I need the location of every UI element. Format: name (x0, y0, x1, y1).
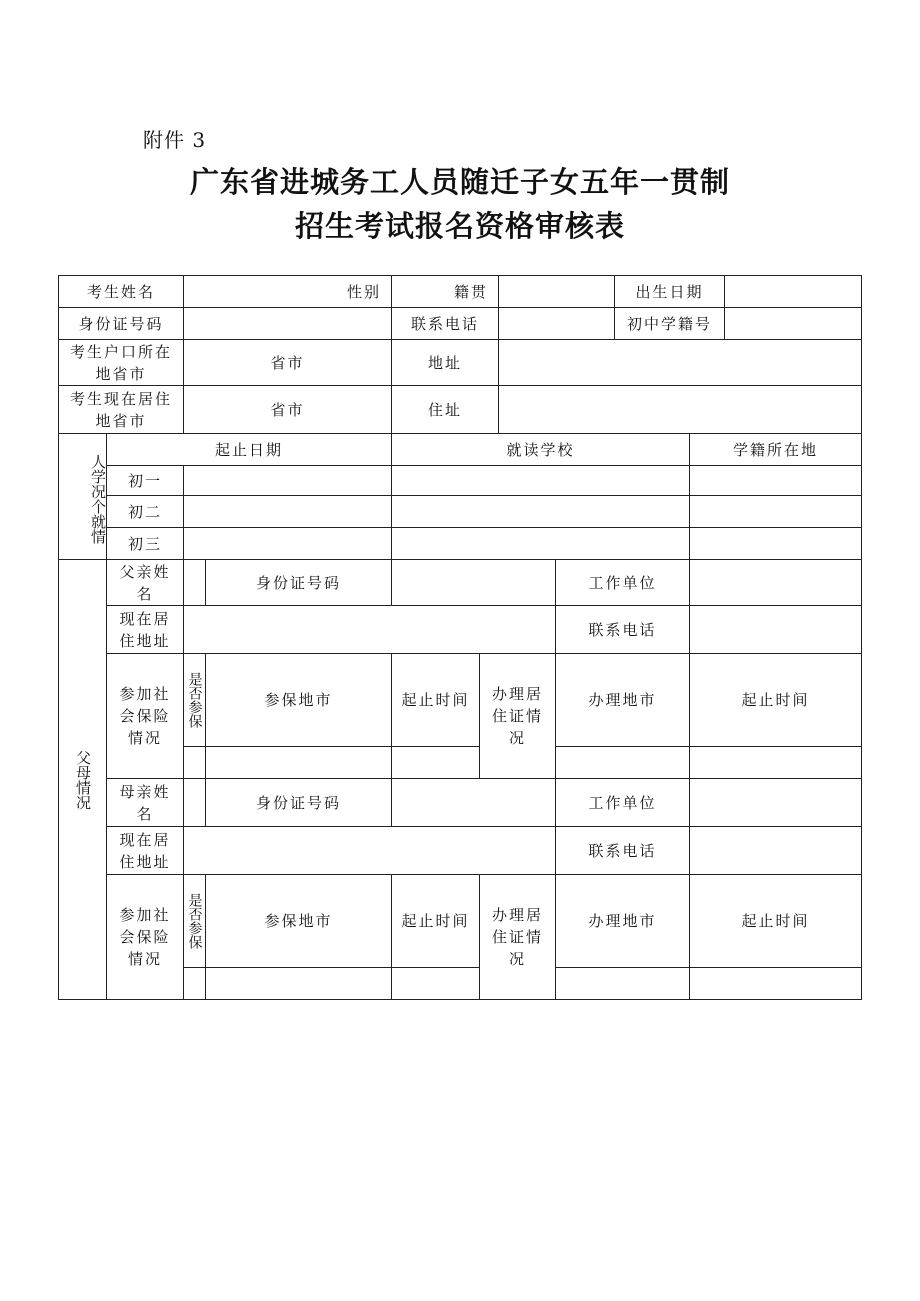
father-id-number-label: 身份证号码 (205, 559, 392, 606)
mother-insured-time-field[interactable] (391, 967, 480, 1000)
residence-label: 住址 (391, 385, 499, 434)
hukou-province-city-field[interactable]: 省市 (183, 339, 392, 386)
attachment-label: 附件 3 (143, 128, 207, 152)
mother-permit-time-field[interactable] (689, 967, 862, 1000)
father-contact-phone-field[interactable] (689, 605, 862, 654)
mother-insured-time-label: 起止时间 (391, 874, 480, 968)
grade1-date-field[interactable] (183, 465, 392, 496)
mother-id-number-field[interactable] (391, 778, 556, 827)
father-insured-field[interactable] (183, 746, 206, 779)
form-title-line-2: 招生考试报名资格审核表 (294, 209, 625, 243)
mother-insured-city-label: 参保地市 (205, 874, 392, 968)
father-insured-city-field[interactable] (205, 746, 392, 779)
grade3-school-field[interactable] (391, 527, 690, 560)
mother-current-address-label: 现在居住地址 (106, 826, 184, 875)
mother-social-insurance-label: 参加社会保险情况 (106, 874, 184, 1000)
address-label: 地址 (391, 339, 499, 386)
father-name-field[interactable] (183, 559, 206, 606)
native-place-label: 籍贯 (391, 275, 499, 308)
phone-label: 联系电话 (391, 307, 499, 340)
mother-processing-city-field[interactable] (555, 967, 690, 1000)
father-processing-city-label: 办理地市 (555, 653, 690, 747)
residence-province-city-field[interactable]: 省市 (183, 385, 392, 434)
grade1-location-field[interactable] (689, 465, 862, 496)
id-number-label: 身份证号码 (58, 307, 184, 340)
native-place-field[interactable] (498, 275, 615, 308)
parents-section-label: 父母情况 (58, 559, 107, 1000)
id-number-field[interactable] (183, 307, 392, 340)
mother-contact-phone-label: 联系电话 (555, 826, 690, 875)
study-history-section-label: 人学况个就情 (58, 433, 107, 560)
father-residence-permit-label: 办理居住证情况 (479, 653, 556, 779)
mother-insured-city-field[interactable] (205, 967, 392, 1000)
start-end-date-header: 起止日期 (106, 433, 392, 466)
gender-label: 性别 (183, 275, 392, 308)
father-id-number-field[interactable] (391, 559, 556, 606)
mother-name-field[interactable] (183, 778, 206, 827)
father-current-address-label: 现在居住地址 (106, 605, 184, 654)
mother-permit-time-label: 起止时间 (689, 874, 862, 968)
father-social-insurance-label: 参加社会保险情况 (106, 653, 184, 779)
school-reg-location-header: 学籍所在地 (689, 433, 862, 466)
father-name-label: 父亲姓名 (106, 559, 184, 606)
birth-date-field[interactable] (724, 275, 862, 308)
grade2-location-field[interactable] (689, 495, 862, 528)
father-insured-time-field[interactable] (391, 746, 480, 779)
school-reg-no-field[interactable] (724, 307, 862, 340)
school-reg-no-label: 初中学籍号 (614, 307, 725, 340)
father-insured-city-label: 参保地市 (205, 653, 392, 747)
father-work-unit-label: 工作单位 (555, 559, 690, 606)
mother-insured-field[interactable] (183, 967, 206, 1000)
father-insured-label: 是否参保 (183, 653, 206, 747)
mother-residence-permit-label: 办理居住证情况 (479, 874, 556, 1000)
mother-work-unit-field[interactable] (689, 778, 862, 827)
grade3-date-field[interactable] (183, 527, 392, 560)
grade1-label: 初一 (106, 465, 184, 496)
father-work-unit-field[interactable] (689, 559, 862, 606)
residence-province-city-label: 考生现在居住地省市 (58, 385, 184, 434)
father-permit-time-field[interactable] (689, 746, 862, 779)
mother-insured-label: 是否参保 (183, 874, 206, 968)
school-header: 就读学校 (391, 433, 690, 466)
father-insured-time-label: 起止时间 (391, 653, 480, 747)
father-current-address-field[interactable] (183, 605, 556, 654)
grade1-school-field[interactable] (391, 465, 690, 496)
residence-field[interactable] (498, 385, 862, 434)
mother-work-unit-label: 工作单位 (555, 778, 690, 827)
father-processing-city-field[interactable] (555, 746, 690, 779)
grade3-location-field[interactable] (689, 527, 862, 560)
grade2-date-field[interactable] (183, 495, 392, 528)
grade2-label: 初二 (106, 495, 184, 528)
grade2-school-field[interactable] (391, 495, 690, 528)
mother-name-label: 母亲姓名 (106, 778, 184, 827)
father-contact-phone-label: 联系电话 (555, 605, 690, 654)
father-permit-time-label: 起止时间 (689, 653, 862, 747)
phone-field[interactable] (498, 307, 615, 340)
mother-contact-phone-field[interactable] (689, 826, 862, 875)
address-field[interactable] (498, 339, 862, 386)
mother-current-address-field[interactable] (183, 826, 556, 875)
form-title-line-1: 广东省进城务工人员随迁子女五年一贯制 (189, 165, 730, 199)
grade3-label: 初三 (106, 527, 184, 560)
hukou-province-city-label: 考生户口所在地省市 (58, 339, 184, 386)
birth-date-label: 出生日期 (614, 275, 725, 308)
mother-processing-city-label: 办理地市 (555, 874, 690, 968)
mother-id-number-label: 身份证号码 (205, 778, 392, 827)
student-name-label: 考生姓名 (58, 275, 184, 308)
